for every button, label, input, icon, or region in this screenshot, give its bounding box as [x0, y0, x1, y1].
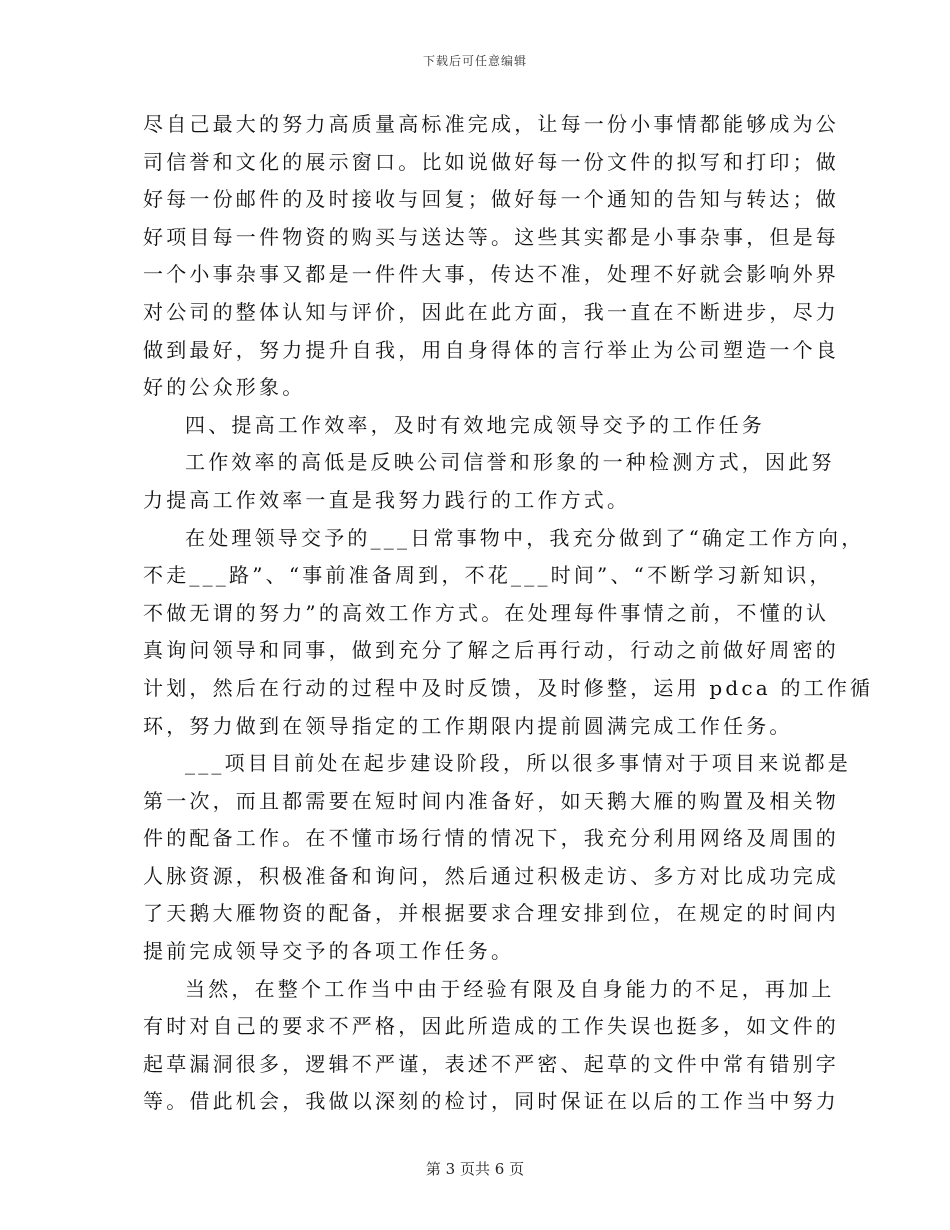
body-line: 起草漏洞很多，逻辑不严谨，表述不严密、起草的文件中常有错别字	[143, 1051, 839, 1076]
page-header: 下载后可任意编辑	[422, 54, 527, 68]
body-line: 做到最好，努力提升自我，用自身得体的言行举止为公司塑造一个良	[143, 337, 839, 362]
body-line: 不做无谓的努力”的高效工作方式。在处理每件事情之前，不懂的认	[143, 600, 830, 625]
section-heading: 四、提高工作效率，及时有效地完成领导交予的工作任务	[185, 412, 765, 437]
body-line: 力提高工作效率一直是我努力践行的工作方式。	[143, 487, 631, 512]
body-line: 对公司的整体认知与评价，因此在此方面，我一直在不断进步，尽力	[143, 299, 839, 324]
body-line: 好项目每一件物资的购买与送达等。这些其实都是小事杂事，但是每	[143, 224, 839, 249]
body-line: 尽自己最大的努力高质量高标准完成，让每一份小事情都能够成为公	[143, 112, 839, 136]
body-line: 件的配备工作。在不懂市场行情的情况下，我充分利用网络及周围的	[143, 826, 839, 851]
body-line: 司信誉和文化的展示窗口。比如说做好每一份文件的拟写和打印；做	[143, 149, 839, 174]
body-line: 在处理领导交予的___日常事物中，我充分做到了“确定工作方向，	[185, 525, 865, 550]
body-line: 好的公众形象。	[143, 375, 306, 400]
body-line: 计划，然后在行动的过程中及时反馈，及时修整，运用 pdca 的工作循	[143, 675, 874, 700]
body-line: 真询问领导和同事，做到充分了解之后再行动，行动之前做好周密的	[143, 638, 839, 663]
body-line: 当然，在整个工作当中由于经验有限及自身能力的不足，再加上	[185, 976, 835, 1001]
body-line: ___项目目前处在起步建设阶段，所以很多事情对于项目来说都是	[185, 751, 851, 776]
document-body	[143, 106, 874, 1121]
body-line: 工作效率的高低是反映公司信誉和形象的一种检测方式，因此努	[185, 450, 835, 475]
body-line: 有时对自己的要求不严格，因此所造成的工作失误也挺多，如文件的	[143, 1014, 839, 1039]
body-line: 第一次，而且都需要在短时间内准备好，如天鹅大雁的购置及相关物	[143, 788, 839, 813]
body-line: 人脉资源，积极准备和询问，然后通过积极走访、多方对比成功完成	[143, 863, 839, 888]
body-line: 提前完成领导交予的各项工作任务。	[143, 939, 515, 964]
body-line: 一个小事杂事又都是一件件大事，传达不准，处理不好就会影响外界	[143, 262, 839, 287]
body-line: 等。借此机会，我做以深刻的检讨，同时保证在以后的工作当中努力	[143, 1089, 839, 1114]
page-number: 第 3 页共 6 页	[425, 1160, 525, 1178]
body-line: 环，努力做到在领导指定的工作期限内提前圆满完成工作任务。	[143, 713, 793, 738]
body-line: 不走___路”、“事前准备周到，不花___时间”、“不断学习新知识，	[143, 563, 833, 588]
body-line: 了天鹅大雁物资的配备，并根据要求合理安排到位，在规定的时间内	[143, 901, 839, 926]
body-line: 好每一份邮件的及时接收与回复；做好每一个通知的告知与转达；做	[143, 187, 839, 212]
